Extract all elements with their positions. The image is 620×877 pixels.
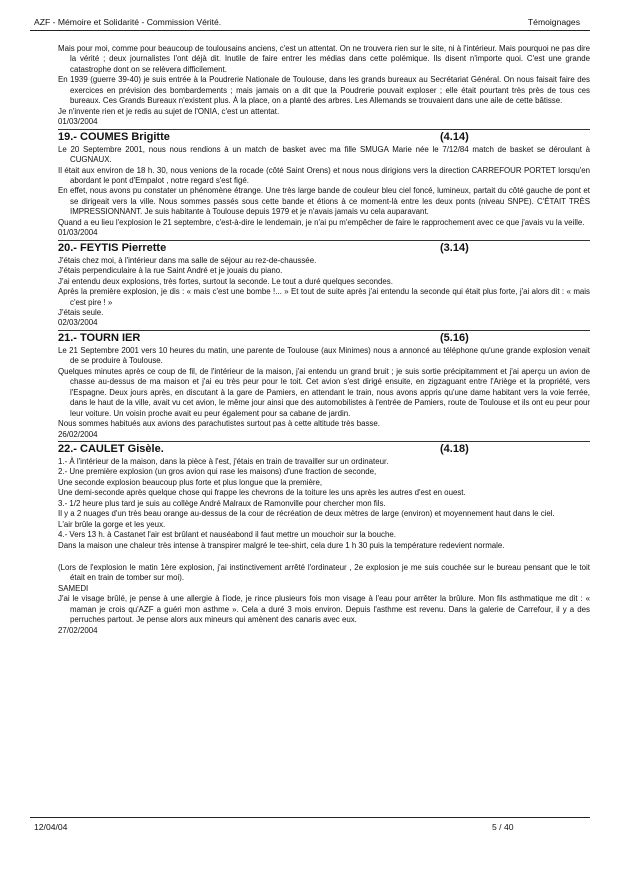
paragraph: Le 21 Septembre 2001 vers 10 heures du matin, une parente de Toulouse (aux Minimes) nous a annoncé au téléphone qu'une grande explosion venait de se produire à Toulouse. — [58, 345, 590, 366]
paragraph: 3.- 1/2 heure plus tard je suis au collège André Malraux de Ramonville pour chercher mon fils. — [58, 498, 386, 508]
paragraph: Nous sommes habitués aux avions des parachutistes surtout pas à cette altitude très basse. — [58, 419, 380, 429]
blank-line — [58, 551, 590, 563]
paragraph: Quand a eu lieu l'explosion le 21 septembre, c'est-à-dire le lendemain, je n'ai pu m'empêcher de faire le rapprochement avec ce que j'avais vu la veille. — [58, 217, 585, 227]
paragraph: En 1939 (guerre 39-40) je suis entrée à la Poudrerie Nationale de Toulouse, dans les grands bureaux au Secrétariat Général. On nous faisait faire des exercices en prévision des bombardements ; mais jamais on a dit que la Poudrerie pouvait exploser ; elle était pourtant très près de tous ces bureaux. Ces Grands Bureaux n'existent plus. À la place, on a planté des arbres. Les Allemands se trouvaient dans une aile de cette bâtisse. — [58, 75, 590, 106]
testimony-date: 01/03/2004 — [58, 228, 590, 240]
paragraph: J'étais perpendiculaire à la rue Saint André et je jouais du piano. — [58, 266, 283, 276]
page-header — [30, 16, 590, 31]
header-section: Témoignages — [527, 17, 580, 27]
testimony-date-plain: 27/02/2004 — [58, 625, 98, 635]
paragraph: Il y a 2 nuages d'un très beau orange au-dessus de la cour de récréation de deux mètres de large (environ) et moyennement haut dans le ciel. — [58, 509, 555, 519]
testimony-title: 21.- TOURN IER — [58, 331, 141, 344]
testimony-title: 22.- CAULET Gisèle. — [58, 442, 164, 455]
paragraph: J'étais seule. — [58, 307, 104, 317]
paragraph: Une seconde explosion beaucoup plus forte et plus longue que la première, — [58, 477, 323, 487]
testimony-code: (4.18) — [440, 442, 469, 455]
testimony-date: 02/03/2004 — [58, 318, 590, 330]
paragraph: Il était aux environ de 18 h. 30, nous venions de la rocade (côté Saint Orens) et nous nous dirigions vers la direction CARREFOUR PORTET lorsqu'en abordant le pont d'Empalot , notre regard s'est figé. — [58, 165, 590, 185]
footer-date: 12/04/04 — [34, 822, 68, 832]
paragraph: J'ai entendu deux explosions, très fortes, surtout la seconde. Le tout a duré quelques secondes. — [58, 276, 393, 286]
testimony-title: 20.- FEYTIS Pierrette — [58, 241, 167, 254]
header-title: AZF - Mémoire et Solidarité - Commission Vérité. — [34, 17, 222, 27]
paragraph: 4.- Vers 13 h. à Castanet l'air est brûlant et nauséabond il faut mettre un mouchoir sur la bouche. — [58, 530, 396, 540]
testimony-title: 19.- COUMES Brigitte — [58, 130, 170, 143]
paragraph: SAMEDI — [58, 583, 89, 593]
paragraph: J'étais chez moi, à l'intérieur dans ma salle de séjour au rez-de-chaussée. — [58, 255, 317, 265]
paragraph: Dans la maison une chaleur très intense à transpirer malgré le tee-shirt, cela dure 1 h 30 puis la température redevient normale. — [58, 540, 505, 550]
paragraph: En effet, nous avons pu constater un phénomène étrange. Une très large bande de couleur bleu ciel foncé, lumineux, partait du côté gauche de pont et se dirigeait vers la ville. Nous sommes passés sous cette bande et étions à ce moment-là entre les deux ponts (niveau SNPE). C'ÉTAIT TRÈS IMPRESSIONNANT. Je suis habitante à Toulouse depuis 1979 et je n'avais jamais vu cela auparavant. — [58, 186, 590, 217]
paragraph: J'ai le visage brûlé, je pense à une allergie à l'iode, je rince plusieurs fois mon visage à l'eau pour arrêter la brûlure. Mon fils asthmatique me dit : « maman je crois qu'AZF a guéri mon asthme ». Cela a duré 3 mois environ. Depuis l'asthme est revenu. Dans la galerie de Carrefour, il y a des perruches partout. Je pense alors aux mineurs qui amènent des canaris avec eux. — [58, 594, 590, 625]
testimony-code: (3.14) — [440, 241, 469, 254]
page-content — [58, 44, 590, 636]
paragraph: Après la première explosion, je dis : « mais c'est une bombe !... » Et tout de suite après j'ai entendu la seconde qui était plus forte, j'ai alors dit : « mais c'est pire ! » — [58, 287, 590, 307]
paragraph: Une demi-seconde après quelque chose qui frappe les chevrons de la toiture les uns après les autres d'est en ouest. — [58, 488, 466, 498]
paragraph: Quelques minutes après ce coup de fil, de l'intérieur de la maison, j'ai entendu un grand bruit ; je suis sortie précipitamment et j'ai aperçu un avion de chasse au-dessus de ma maison et j'ai eu très peur pour le toit. Cet avion s'est dirigé ensuite, en zigzaguant entre l'Ariège et la propriété, vers l'Espagne. Deux jours après, en discutant à la gare de Pamiers, en attendant le train, nous avons appris qu'une dame habitant vers la voie ferrée, dans le haut de la ville, avait vu cet avion, le même jour ainsi que des automobilistes à l'entrée de Pamiers, route de Toulouse et ils ont eu peur pour leur voiture. Un voisin proche avait eu peur également pour sa cabane de jardin. — [58, 366, 590, 418]
page-number: 5 / 40 — [492, 822, 514, 832]
paragraph: (Lors de l'explosion le matin 1ère explosion, j'ai instinctivement arrêté l'ordinateur , 2e explosion je me suis couchée sur le bureau pensant que le toit était en train de tomber sur moi). — [58, 563, 590, 583]
paragraph: 1.- À l'intérieur de la maison, dans la pièce à l'est, j'étais en train de travailler sur un ordinateur. — [58, 456, 389, 466]
paragraph: L'air brûle la gorge et les yeux. — [58, 519, 166, 529]
paragraph: Je n'invente rien et je redis au sujet de l'ONIA, c'est un attentat. — [58, 106, 280, 116]
testimony-code: (5.16) — [440, 331, 469, 344]
testimony-heading — [58, 333, 590, 346]
testimony-heading — [58, 243, 590, 256]
testimony-date: 26/02/2004 — [58, 430, 590, 442]
testimony-code: (4.14) — [440, 130, 469, 143]
paragraph: Mais pour moi, comme pour beaucoup de toulousains anciens, c'est un attentat. On ne trouvera rien sur le site, ni à l'intérieur. Mais pourquoi ne pas dire la vérité ; deux journalistes l'ont déjà dit. Inutile de faire entrer les médias dans cette polémique. Ils disent n'importe quoi. C'est une grande catastrophe dont on se relèvera difficilement. — [58, 44, 590, 74]
paragraph: Le 20 Septembre 2001, nous nous rendions à un match de basket avec ma fille SMUGA Marie née le 7/12/84 match de basket se déroulant à CUGNAUX. — [58, 144, 590, 165]
paragraph: 2.- Une première explosion (un gros avion qui rase les maisons) d'une fraction de seconde, — [58, 467, 377, 477]
testimony-date: 01/03/2004 — [58, 117, 590, 129]
testimony-heading — [58, 444, 590, 457]
testimony-heading — [58, 132, 590, 145]
page-footer — [30, 817, 590, 834]
